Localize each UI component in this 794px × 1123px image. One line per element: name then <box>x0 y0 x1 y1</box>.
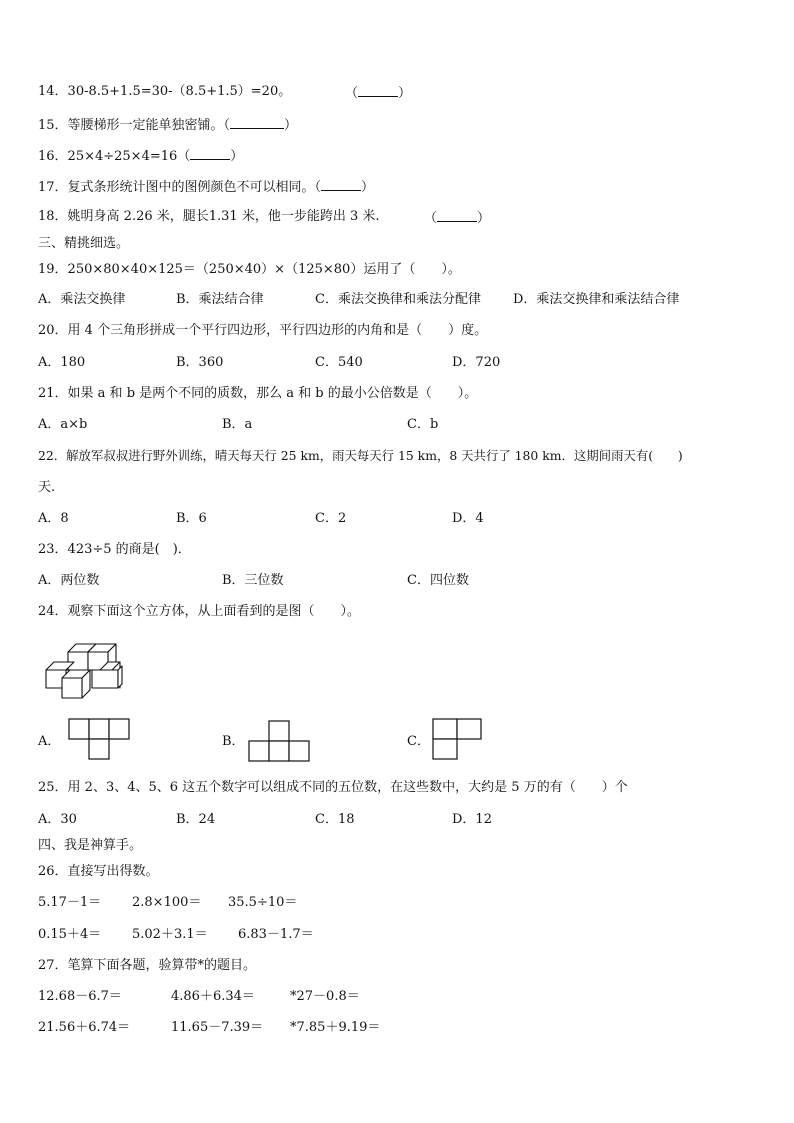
q27-calc-4: 21.56＋6.74＝ <box>38 1020 131 1035</box>
q24-option-c[interactable]: C． <box>407 734 430 749</box>
question-24-text: 24．观察下面这个立方体，从上面看到的是图（ ）。 <box>38 604 361 619</box>
q27-calc-5: 11.65－7.39＝ <box>171 1020 264 1035</box>
question-22-text: 22．解放军叔叔进行野外训练，晴天每天行 25 km，雨天每天行 15 km，8 天共行了 180 km．这期间雨天有( ) <box>38 448 683 463</box>
question-14-text: 14．30-8.5+1.5=30-（8.5+1.5）=20。 <box>38 84 292 99</box>
q24-option-c-figure[interactable] <box>432 718 482 760</box>
q26-calc-3: 35.5÷10＝ <box>228 895 298 910</box>
question-19-text: 19．250×80×40×125＝（250×40）×（125×80）运用了（ ）。 <box>38 262 461 277</box>
q22-option-b[interactable]: B．6 <box>176 511 207 526</box>
q22-option-a[interactable]: A．8 <box>38 511 69 526</box>
q24-option-b[interactable]: B． <box>222 734 245 749</box>
q25-option-d[interactable]: D．12 <box>452 812 492 827</box>
q20-option-d[interactable]: D．720 <box>452 355 501 370</box>
q26-calc-6: 6.83－1.7＝ <box>238 927 314 942</box>
q26-calc-4: 0.15＋4＝ <box>38 927 102 942</box>
question-21-text: 21．如果 a 和 b 是两个不同的质数，那么 a 和 b 的最小公倍数是（ ）。 <box>38 386 478 401</box>
q22-option-c[interactable]: C．2 <box>315 511 347 526</box>
question-27-text: 27．笔算下面各题，验算带*的题目。 <box>38 958 257 973</box>
q19-option-a[interactable]: A．乘法交换律 <box>38 292 126 307</box>
question-17-text: 17．复式条形统计图中的图例颜色不可以相同。（ <box>38 180 322 195</box>
q27-calc-1: 12.68－6.7＝ <box>38 989 122 1004</box>
answer-blank-18[interactable]: （ ） <box>424 211 491 226</box>
q23-option-b[interactable]: B．三位数 <box>222 573 284 588</box>
question-17: 17．复式条形统计图中的图例颜色不可以相同。（ ） <box>38 180 375 195</box>
question-23-text: 23．423÷5 的商是( )． <box>38 542 191 557</box>
answer-blank-14[interactable]: （ ） <box>345 86 412 101</box>
q26-calc-2: 2.8×100＝ <box>132 895 202 910</box>
q26-calc-1: 5.17－1＝ <box>38 895 102 910</box>
q27-calc-6: *7.85＋9.19＝ <box>290 1020 381 1035</box>
q20-option-c[interactable]: C．540 <box>315 355 363 370</box>
q24-option-b-figure[interactable] <box>248 720 310 762</box>
q22-option-d[interactable]: D．4 <box>452 511 484 526</box>
q19-option-b[interactable]: B．乘法结合律 <box>176 292 264 307</box>
q24-option-a[interactable]: A． <box>38 734 61 749</box>
q26-calc-5: 5.02＋3.1＝ <box>132 927 208 942</box>
question-16-text: 16．25×4÷25×4=16（ <box>38 149 191 164</box>
q19-option-c[interactable]: C．乘法交换律和乘法分配律 <box>315 292 481 307</box>
q23-option-a[interactable]: A．两位数 <box>38 573 100 588</box>
q25-option-a[interactable]: A．30 <box>38 812 77 827</box>
question-15: 15．等腰梯形一定能单独密铺。（ ） <box>38 118 298 133</box>
question-18 <box>38 209 380 225</box>
section-heading-3: 三、精挑细选。 <box>38 236 130 251</box>
q27-calc-2: 4.86＋6.34＝ <box>171 989 255 1004</box>
question-16: 16．25×4÷25×4=16（ ） <box>38 149 244 164</box>
q20-option-a[interactable]: A．180 <box>38 355 86 370</box>
question-20-text: 20．用 4 个三角形拼成一个平行四边形，平行四边形的内角和是（ ）度。 <box>38 323 488 338</box>
q23-option-c[interactable]: C．四位数 <box>407 573 469 588</box>
q24-option-a-figure[interactable] <box>68 718 130 760</box>
q25-option-c[interactable]: C．18 <box>315 812 355 827</box>
answer-blank-16[interactable] <box>190 147 230 160</box>
question-18-text: 18．姚明身高 2.26 米，腿长1.31 米，他一步能跨出 3 米. <box>38 209 380 224</box>
question-14 <box>38 84 291 100</box>
section-heading-4: 四、我是神算手。 <box>38 838 143 853</box>
question-15-text: 15．等腰梯形一定能单独密铺。（ <box>38 118 231 133</box>
question-22-text-cont: 天. <box>38 480 56 495</box>
q19-option-d[interactable]: D．乘法交换律和乘法结合律 <box>513 292 680 307</box>
q21-option-a[interactable]: A．a×b <box>38 417 88 432</box>
cube-front <box>62 670 90 698</box>
q21-option-c[interactable]: C．b <box>407 417 439 432</box>
answer-blank-17[interactable] <box>321 178 361 191</box>
q21-option-b[interactable]: B．a <box>222 417 253 432</box>
q27-calc-3: *27－0.8＝ <box>290 989 360 1004</box>
question-26-text: 26．直接写出得数。 <box>38 864 159 879</box>
answer-blank-15[interactable] <box>230 116 284 129</box>
question-25-text: 25．用 2、3、4、5、6 这五个数字可以组成不同的五位数，在这些数中，大约是 5 万的有（ ）个 <box>38 780 628 795</box>
q20-option-b[interactable]: B．360 <box>176 355 224 370</box>
cube-stack-figure <box>44 640 124 702</box>
q25-option-b[interactable]: B．24 <box>176 812 216 827</box>
